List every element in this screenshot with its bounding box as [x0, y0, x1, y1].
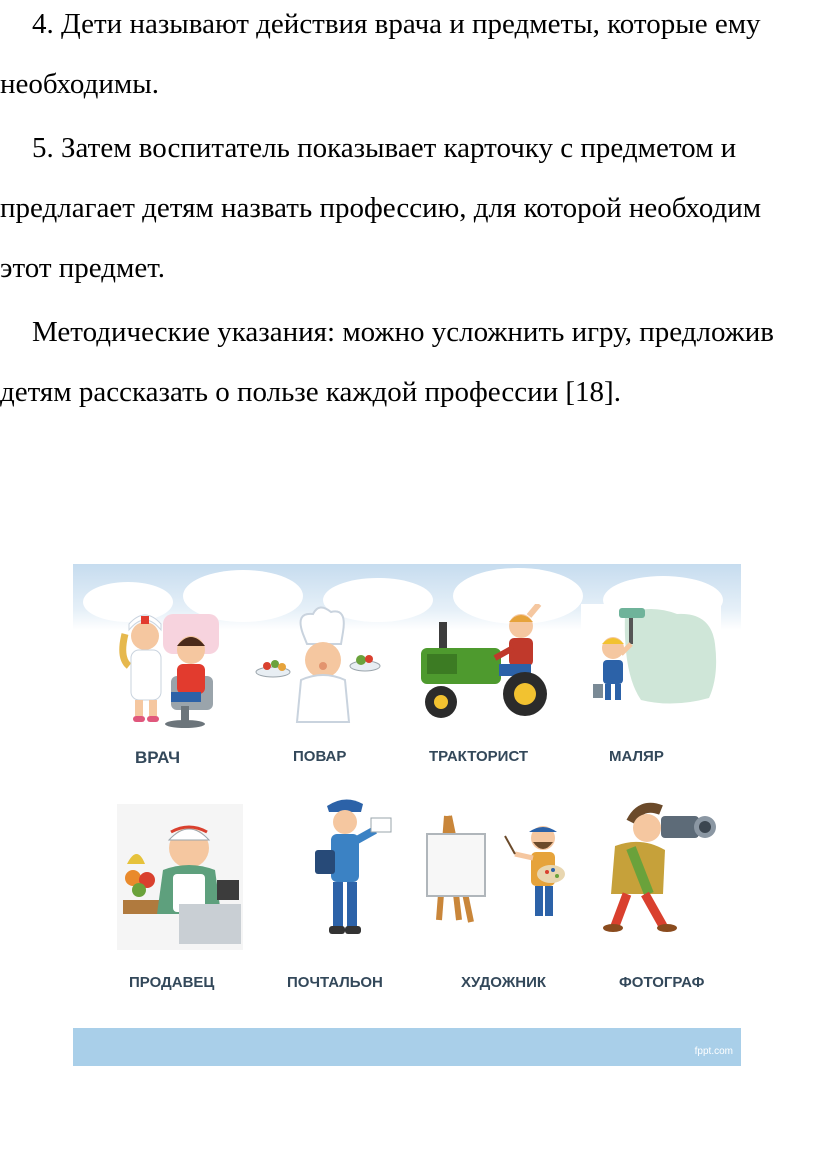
- label-cook: ПОВАР: [293, 748, 347, 765]
- doctor-illustration-icon: [111, 606, 221, 728]
- label-photographer: ФОТОГРАФ: [619, 974, 705, 991]
- label-artist: ХУДОЖНИК: [461, 974, 547, 991]
- professions-picture: [73, 564, 741, 1066]
- cook-illustration-icon: [255, 604, 381, 728]
- postman-illustration-icon: [305, 794, 405, 942]
- label-tractor-driver: ТРАКТОРИСТ: [429, 748, 529, 765]
- label-postman: ПОЧТАЛЬОН: [287, 974, 383, 991]
- tractor-driver-illustration-icon: [417, 604, 549, 722]
- label-doctor: ВРАЧ: [135, 748, 181, 767]
- brand-watermark: fppt.com: [694, 1046, 733, 1057]
- paragraph-method-notes: Методические указания: можно усложнить игру, предложив детям рассказать о пользе каждой профессии [18].: [0, 316, 774, 408]
- seller-illustration-icon: [117, 804, 243, 950]
- paragraph-step-5: 5. Затем воспитатель показывает карточку с предметом и предлагает детям назвать профессию, для которой необходим этот предмет.: [0, 132, 762, 284]
- house-painter-illustration-icon: [581, 604, 721, 710]
- paragraph-step-4: 4. Дети называют действия врача и предметы, которые ему необходимы.: [0, 8, 761, 100]
- label-house-painter: МАЛЯР: [609, 748, 664, 765]
- artist-illustration-icon: [425, 810, 565, 926]
- label-seller: ПРОДАВЕЦ: [129, 974, 215, 991]
- picture-footer-bar: [73, 1028, 741, 1066]
- photographer-illustration-icon: [601, 802, 721, 934]
